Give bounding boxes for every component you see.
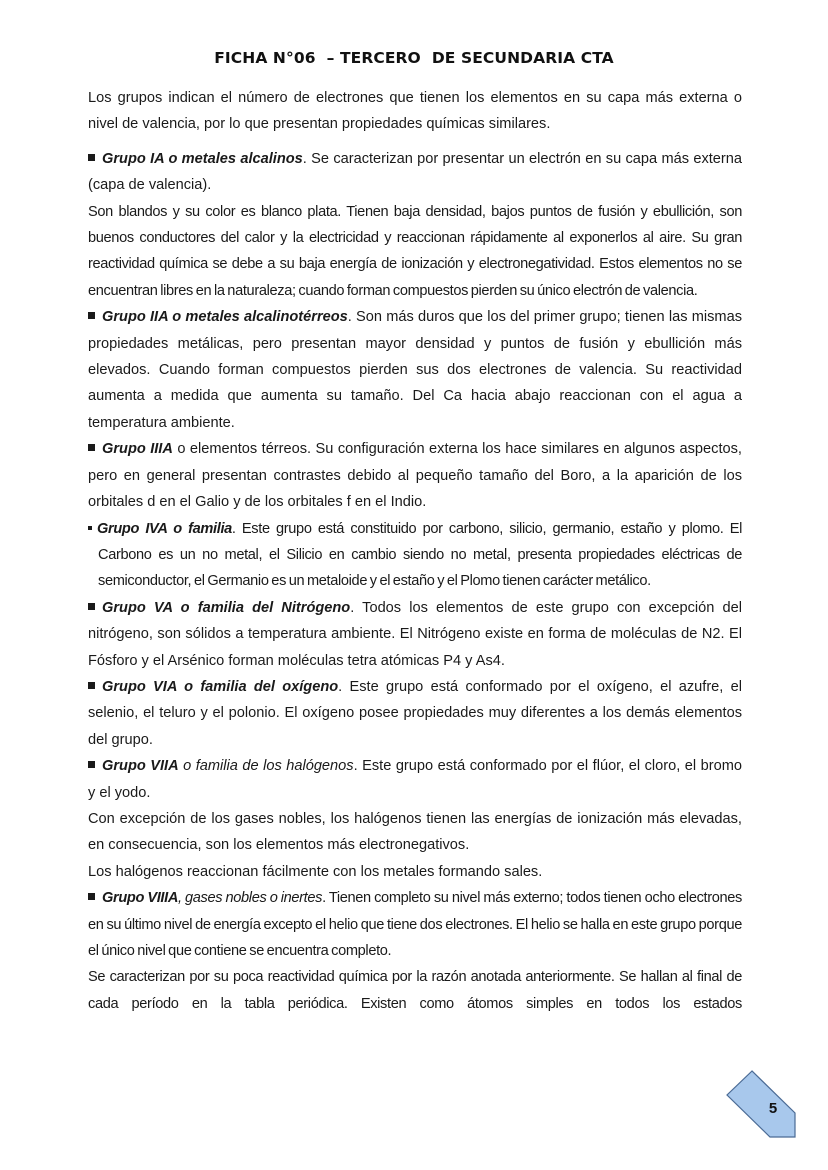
group-ia-heading: Grupo IA o metales alcalinos bbox=[102, 150, 303, 167]
square-bullet-icon bbox=[88, 312, 95, 319]
page-title: FICHA N°06 – TERCERO DE SECUNDARIA CTA bbox=[214, 49, 614, 67]
square-bullet-icon bbox=[88, 444, 95, 451]
group-va-paragraph bbox=[88, 595, 742, 674]
group-iiia-text: o elementos térreos. Su configuración externa los hace similares en algunos aspectos, pero en general presentan contrastes debido al pequeño tamaño del Boro, a la aparición de los orbitales d en el Galio y de los orbitales f en el Indio. bbox=[88, 441, 742, 511]
group-viia-extra-1: Con excepción de los gases nobles, los halógenos tienen las energías de ionización más elevadas, en consecuencia, son los elementos más electronegativos. bbox=[88, 810, 742, 854]
group-viiia-heading: Grupo VIIIA bbox=[102, 890, 179, 907]
square-bullet-icon bbox=[88, 893, 95, 900]
group-viia-subheading: o familia de los halógenos bbox=[178, 758, 354, 775]
group-ia-extra: Son blandos y su color es blanco plata. Tienen baja densidad, bajos puntos de fusión y ebullición, son buenos conductores del calor y la electricidad y reaccionan rápidamente al exponerlos al aire. Su gran reactividad química se debe a su baja energía de ionización y electronegatividad. Estos elementos no se encuentran libres en la naturaleza; cuando forman compuestos pierden su único electrón de valencia. bbox=[88, 203, 742, 299]
group-viiia-paragraph bbox=[88, 885, 742, 964]
square-bullet-icon bbox=[88, 761, 95, 768]
square-bullet-icon bbox=[88, 154, 95, 161]
group-va-heading: Grupo VA o familia del Nitrógeno bbox=[102, 599, 351, 616]
group-iiia-paragraph bbox=[88, 436, 742, 515]
group-iva-heading: Grupo IVA o familia bbox=[97, 520, 232, 537]
small-square-bullet-icon bbox=[88, 526, 92, 530]
square-bullet-icon bbox=[88, 682, 95, 689]
group-viia-paragraph bbox=[88, 753, 742, 806]
group-via-heading: Grupo VIA o familia del oxígeno bbox=[102, 678, 339, 695]
group-viia-text: . Este grupo está conformado por el flúor, el cloro, el bromo y el yodo. bbox=[88, 758, 742, 801]
group-va-text: . Todos los elementos de este grupo con excepción del nitrógeno, son sólidos a temperatura ambiente. El Nitrógeno existe en forma de moléculas de N2. El Fósforo y el Arsénico forman moléculas tetra atómicas P4 y As4. bbox=[88, 599, 743, 669]
square-bullet-icon bbox=[88, 603, 95, 610]
group-viiia-text: . Tienen completo su nivel más externo; todos tienen ocho electrones en su último nivel de energía excepto el helio que tiene dos electrones. El helio se halla en este grupo porque el único nivel que contiene se encuentra completo. bbox=[88, 890, 742, 959]
intro-paragraph: Los grupos indican el número de electrones que tienen los elementos en su capa más externa o nivel de valencia, por lo que presentan propiedades químicas similares. bbox=[88, 90, 742, 133]
group-via-text: . Este grupo está conformado por el oxígeno, el azufre, el selenio, el teluro y el polonio. El oxígeno posee propiedades muy diferentes a los demás elementos del grupo. bbox=[88, 678, 742, 748]
group-viia-heading: Grupo VIIA bbox=[102, 758, 179, 775]
group-iva-paragraph bbox=[88, 516, 742, 595]
document-body bbox=[88, 85, 742, 1017]
group-ia-paragraph bbox=[88, 146, 742, 199]
page-number: 5 bbox=[768, 1100, 778, 1117]
group-iia-heading: Grupo IIA o metales alcalinotérreos bbox=[102, 309, 348, 326]
group-viiia-extra: Se caracterizan por su poca reactividad química por la razón anotada anteriormente. Se hallan al final de cada período en la tabla periódica. Existen como átomos simples en todos los estados bbox=[88, 969, 742, 1012]
group-iva-text: . Este grupo está constituido por carbono, silicio, germanio, estaño y plomo. El Carbono es un no metal, el Silicio en cambio siendo no metal, presenta propiedades eléctricas de semiconductor, el Germanio es un metaloide y el estaño y el Plomo tienen carácter metálico. bbox=[98, 520, 743, 590]
group-iia-paragraph bbox=[88, 304, 742, 436]
group-ia-text: . Se caracterizan por presentar un electrón en su capa más externa (capa de valencia). bbox=[88, 150, 742, 194]
group-via-paragraph bbox=[88, 674, 742, 753]
group-iiia-heading: Grupo IIIA bbox=[102, 441, 173, 458]
group-iia-text: . Son más duros que los del primer grupo; tienen las mismas propiedades metálicas, pero presentan mayor densidad y puntos de fusión y ebullición más elevados. Cuando forman compuestos pierden sus dos electrones de valencia. Su reactividad aumenta a medida que aumenta su tamaño. Del Ca hacia abajo reaccionan con el agua a temperatura ambiente. bbox=[88, 309, 742, 431]
group-viia-extra-2: Los halógenos reaccionan fácilmente con los metales formando sales. bbox=[88, 863, 543, 880]
group-viiia-subheading: , gases nobles o inertes bbox=[178, 890, 323, 907]
